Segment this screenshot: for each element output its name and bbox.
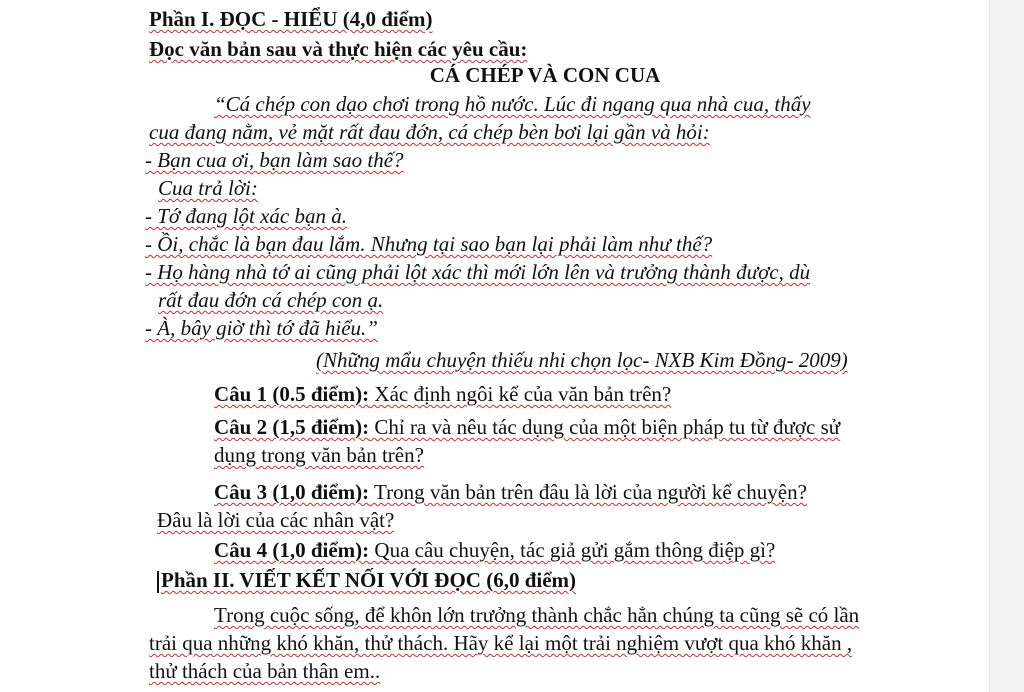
part2-heading: Phần II. VIẾT KẾT NỐI VỚI ĐỌC (6,0 điểm)	[161, 568, 577, 592]
question-text: Xác định ngôi kể của văn bản trên?	[369, 382, 672, 406]
story-line: - Họ hàng nhà tớ ai cũng phải lột xác thì mới lớn lên và trưởng thành được, dù	[145, 260, 811, 284]
story-line: rất đau đớn cá chép con ạ.	[158, 288, 384, 312]
window-right-edge	[989, 0, 1024, 692]
story-source: (Những mẩu chuyện thiếu nhi chọn lọc- NXB Kim Đồng- 2009)	[316, 348, 848, 372]
story-line: Cua trả lời:	[158, 176, 258, 200]
story-line: - Ồi, chắc là bạn đau lắm. Nhưng tại sao bạn lại phải làm như thế?	[145, 232, 713, 256]
question-text: Chỉ ra và nêu tác dụng của một biện pháp tu từ được sử	[369, 415, 841, 439]
question-label: Câu 1 (0.5 điểm):	[214, 382, 370, 406]
question-text: Trong văn bản trên đâu là lời của người kể chuyện?	[369, 480, 807, 504]
question-label: Câu 4 (1,0 điểm):	[214, 538, 370, 562]
story-line: - Bạn cua ơi, bạn làm sao thế?	[145, 148, 404, 172]
part2-line: Trong cuộc sống, để khôn lớn trưởng thành chắc hẳn chúng ta cũng sẽ có lần	[214, 603, 860, 627]
story-line: - À, bây giờ thì tớ đã hiểu.”	[145, 316, 378, 340]
question-3-continuation: Đâu là lời của các nhân vật?	[157, 508, 395, 532]
part1-heading: Phần I. ĐỌC - HIỂU (4,0 điểm)	[149, 7, 433, 31]
question-3	[214, 479, 807, 505]
story-title: CÁ CHÉP VÀ CON CUA	[429, 63, 661, 87]
question-4	[214, 537, 775, 563]
question-label: Câu 3 (1,0 điểm):	[214, 480, 370, 504]
part2-line: trải qua những khó khăn, thử thách. Hãy kể lại một trải nghiệm vượt qua khó khăn ,	[149, 631, 853, 655]
question-1	[214, 381, 671, 407]
question-2	[214, 414, 840, 440]
story-line: - Tớ đang lột xác bạn à.	[145, 204, 347, 228]
question-text: Qua câu chuyện, tác giả gửi gắm thông điệp gì?	[369, 538, 776, 562]
text-cursor	[157, 571, 159, 593]
question-label: Câu 2 (1,5 điểm):	[214, 415, 370, 439]
instruction: Đọc văn bản sau và thực hiện các yêu cầu:	[149, 37, 528, 61]
story-line: cua đang nằm, vẻ mặt rất đau đớn, cá chép bèn bơi lại gần và hỏi:	[149, 120, 710, 144]
part2-line: thử thách của bản thân em..	[149, 659, 381, 683]
question-2-continuation: dụng trong văn bản trên?	[214, 443, 424, 467]
story-line: “Cá chép con dạo chơi trong hồ nước. Lúc đi ngang qua nhà cua, thấy	[214, 92, 811, 116]
